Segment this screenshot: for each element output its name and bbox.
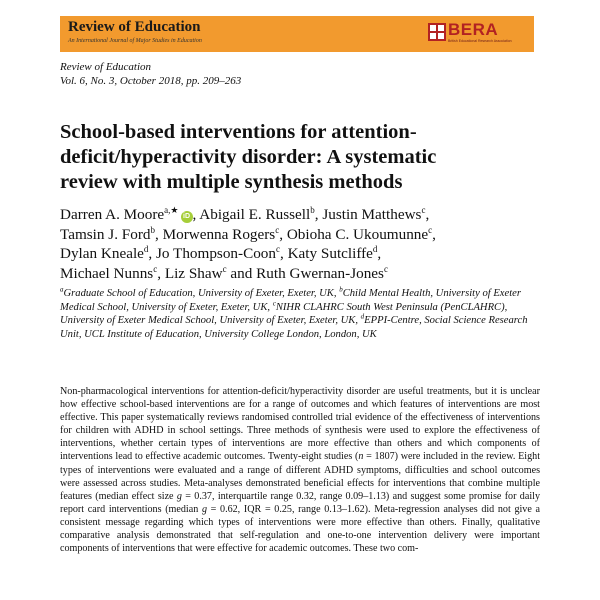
journal-ref-issue: Vol. 6, No. 3, October 2018, pp. 209–263 <box>60 75 242 87</box>
bera-logo-mark-icon <box>428 23 446 41</box>
abstract-text: = 1807) were included in the review. Eight types of interventions were evaluated and a range of different ADHD symptoms, difficulties and school outcomes were assessed across studies. Meta-analyses demonstrated beneficial effects for interventions that combine multiple features (median effect size <box>60 451 540 502</box>
affiliation-text: NIHR CLAHRC South West Peninsula (PenCLAHRC), University of Exeter Medical School, University of Exeter, Exeter, UK, <box>60 301 508 326</box>
abstract-variable: g <box>176 490 182 502</box>
author-list <box>60 205 540 283</box>
affiliation-mark: a <box>60 285 64 294</box>
journal-reference <box>60 60 241 88</box>
author-name: Morwenna Rogers <box>162 225 276 243</box>
author-separator: , <box>432 225 436 243</box>
author-name: Jo Thompson-Coon <box>156 245 276 262</box>
bera-wordmark: BERA <box>448 20 499 39</box>
author-separator: , <box>148 245 157 262</box>
author-separator: , <box>279 225 287 243</box>
author-separator: , <box>157 264 165 282</box>
article-title <box>60 120 540 195</box>
author-affiliation-mark: b <box>310 204 315 215</box>
author-name: Tamsin J. Ford <box>60 225 151 243</box>
author-affiliation-mark: c <box>383 263 388 274</box>
journal-banner <box>60 16 534 52</box>
author-name: Abigail E. Russell <box>199 206 311 223</box>
author-separator: , <box>192 206 200 223</box>
author-name: Michael Nunns <box>60 264 154 282</box>
author-affiliation-mark: d <box>143 243 149 254</box>
author-affiliation-mark: c <box>153 263 158 274</box>
title-line: deficit/hyperactivity disorder: A systematic <box>60 146 437 168</box>
author-affiliation-mark: c <box>275 224 280 235</box>
author-name: Ruth Gwernan-Jones <box>256 264 384 282</box>
abstract-variable: n <box>358 451 364 463</box>
journal-ref-name: Review of Education <box>60 61 152 73</box>
author-name: Liz Shaw <box>164 264 223 282</box>
author-separator: , <box>279 245 288 262</box>
banner-journal-name: Review of Education <box>68 19 201 35</box>
title-line: review with multiple synthesis methods <box>60 171 403 193</box>
abstract-text: Non-pharmacological interventions for attention-deficit/hyperactivity disorder are useful treatments, but it is unclear how effective school-based interventions are for a range of outcomes and which features of interventions are most effective. This paper systematically reviews randomised controlled trial evidence of the effectiveness of interventions for children with ADHD in school settings. Three methods of synthesis were used to explore the effectiveness of interventions, whether certain types of interventions are more effective than others and which components of interventions lead to effective academic outcomes. Twenty-eight studies ( <box>60 386 540 463</box>
author-conjunction: and <box>226 264 257 282</box>
author-affiliation-mark: c <box>275 243 280 254</box>
author-affiliation-mark: b <box>150 224 155 235</box>
author-affiliation-mark: c <box>421 204 426 215</box>
bera-tagline: British Educational Research Association <box>448 39 512 43</box>
abstract-text: = 0.62, IQR = 0.25, range 0.13–1.62). Meta-regression analyses did not give a consistent message regarding which types of interventions were more effective than others. Finally, qualitative comparative analysis demonstrated that self-regulation and one-to-one intervention delivery were important components of interventions that were effective for academic outcomes. These two com- <box>60 503 540 555</box>
author-name: Justin Matthews <box>322 206 422 223</box>
abstract-variable: g <box>201 503 207 515</box>
affiliation-mark: b <box>339 285 343 294</box>
author-separator: , <box>155 225 163 243</box>
author-affiliation-mark: c <box>428 224 433 235</box>
author-affiliation-mark: d <box>372 243 378 254</box>
author-name: Dylan Kneale <box>60 245 144 262</box>
author-name: Darren A. Moore <box>60 206 165 223</box>
affiliation-text: EPPI-Centre, Social Science Research Unit, UCL Institute of Education, University College London, London, UK <box>60 315 528 340</box>
author-separator: , <box>377 245 382 262</box>
title-line: School-based interventions for attention- <box>60 121 417 143</box>
banner-journal-subtitle: An International Journal of Major Studies in Education <box>68 38 202 44</box>
affiliation-text: Graduate School of Education, University of Exeter, Exeter, UK, <box>63 288 340 299</box>
author-affiliation-mark: c <box>222 263 227 274</box>
abstract-text: = 0.37, interquartile range 0.32, range 0.09–1.13) and suggest some promise for daily report card interventions (median <box>60 490 540 515</box>
author-name: Obioha C. Ukoumunne <box>286 225 429 243</box>
author-separator: , <box>425 206 430 223</box>
affiliation-mark: d <box>360 312 365 321</box>
affiliations <box>60 287 540 341</box>
orcid-icon[interactable]: iD <box>181 211 193 223</box>
author-separator: , <box>314 206 323 223</box>
author-affiliation-mark: a,★ <box>164 204 179 215</box>
bera-logo <box>428 21 528 47</box>
affiliation-mark: c <box>272 298 276 307</box>
author-name: Katy Sutcliffe <box>287 245 373 262</box>
affiliation-text: Child Mental Health, University of Exeter Medical School, University of Exeter, Exeter, UK, <box>60 288 521 313</box>
abstract <box>60 385 540 555</box>
